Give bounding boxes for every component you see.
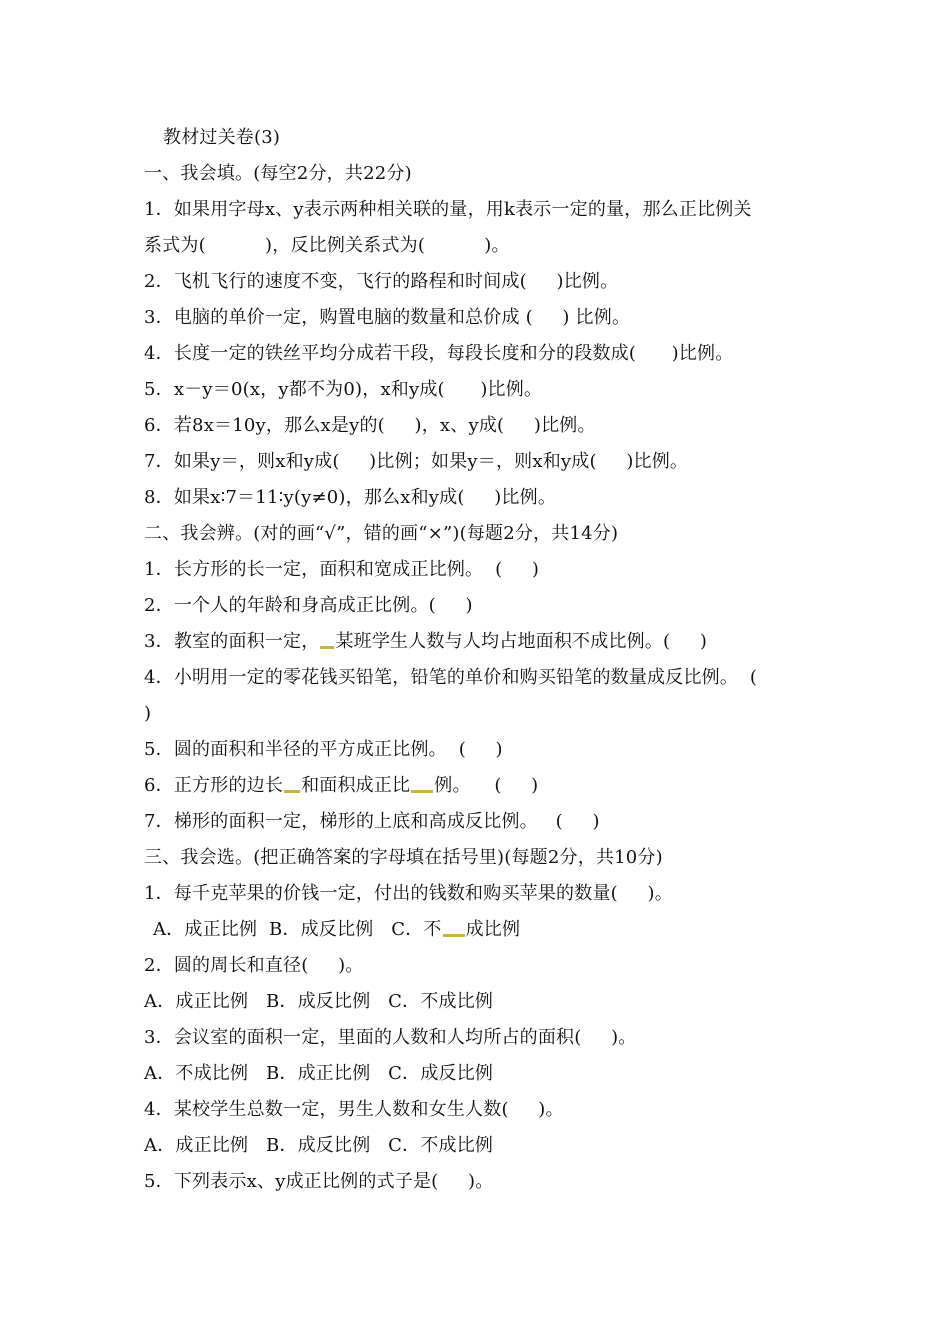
section1-question-3: 3．电脑的单价一定，购置电脑的数量和总价成 ( ) 比例。 bbox=[144, 307, 631, 328]
section3-question-1-options-pre: A．成正比例 B．成反比例 C．不 bbox=[153, 919, 442, 940]
section1-question-2: 2．飞机飞行的速度不变，飞行的路程和时间成( )比例。 bbox=[144, 271, 619, 292]
section3-question-2-options: A．成正比例 B．成反比例 C．不成比例 bbox=[144, 991, 494, 1012]
section3-question-2: 2．圆的周长和直径( )。 bbox=[144, 955, 364, 976]
section1-question-1a: 1．如果用字母x、y表示两种相关联的量，用k表示一定的量，那么正比例关 bbox=[144, 199, 752, 220]
section1-question-5: 5．x－y＝0(x，y都不为0)，x和y成( )比例。 bbox=[144, 379, 543, 400]
section3-question-5: 5．下列表示x、y成正比例的式子是( )。 bbox=[144, 1171, 494, 1192]
section3-question-1: 1．每千克苹果的价钱一定，付出的钱数和购买苹果的数量( )。 bbox=[144, 883, 673, 904]
section2-question-2: 2．一个人的年龄和身高成正比例。( ) bbox=[144, 595, 473, 616]
section2-question-3-pre: 3．教室的面积一定， bbox=[144, 631, 320, 652]
section2-question-1: 1．长方形的长一定，面积和宽成正比例。 ( ) bbox=[144, 559, 540, 580]
section1-question-4: 4．长度一定的铁丝平均分成若干段，每段长度和分的段数成( )比例。 bbox=[144, 343, 734, 364]
section2-question-6-part-c: 例。 ( ) bbox=[434, 775, 539, 796]
section2-heading: 二、我会辨。(对的画“√”，错的画“×”)(每题2分，共14分) bbox=[144, 523, 619, 544]
section3-question-3: 3．会议室的面积一定，里面的人数和人均所占的面积( )。 bbox=[144, 1027, 637, 1048]
section2-question-6-part-b: 和面积成正比 bbox=[301, 775, 411, 796]
page-title: 教材过关卷(3) bbox=[163, 127, 281, 148]
highlight-mark bbox=[284, 790, 300, 793]
section2-question-3 bbox=[144, 630, 707, 654]
section1-question-1b: 系式为( )，反比例关系式为( )。 bbox=[144, 235, 510, 256]
section3-question-4: 4．某校学生总数一定，男生人数和女生人数( )。 bbox=[144, 1099, 564, 1120]
section3-question-1-options bbox=[153, 918, 520, 942]
section2-question-6-part-a: 6．正方形的边长 bbox=[144, 775, 284, 796]
section3-heading: 三、我会选。(把正确答案的字母填在括号里)(每题2分，共10分) bbox=[144, 847, 663, 868]
section2-question-3-post: 某班学生人数与人均占地面积不成比例。( ) bbox=[335, 631, 708, 652]
section2-question-5: 5．圆的面积和半径的平方成正比例。 ( ) bbox=[144, 739, 503, 760]
section1-question-8: 8．如果x∶7＝11∶y(y≠0)，那么x和y成( )比例。 bbox=[144, 487, 557, 508]
section2-question-4b: ) bbox=[144, 703, 152, 724]
highlight-mark bbox=[411, 790, 433, 793]
highlight-mark bbox=[320, 646, 334, 649]
section2-question-7: 7．梯形的面积一定，梯形的上底和高成反比例。 ( ) bbox=[144, 811, 600, 832]
section1-question-7: 7．如果y＝，则x和y成( )比例；如果y＝，则x和y成( )比例。 bbox=[144, 451, 689, 472]
section3-question-4-options: A．成正比例 B．成反比例 C．不成比例 bbox=[144, 1135, 494, 1156]
section3-question-1-options-post: 成比例 bbox=[465, 919, 521, 940]
highlight-mark bbox=[443, 934, 465, 937]
section2-question-4a: 4．小明用一定的零花钱买铅笔，铅笔的单价和购买铅笔的数量成反比例。 ( bbox=[144, 667, 758, 688]
section1-heading: 一、我会填。(每空2分，共22分) bbox=[144, 163, 412, 184]
section1-question-6: 6．若8x＝10y，那么x是y的( )，x、y成( )比例。 bbox=[144, 415, 596, 436]
section3-question-3-options: A．不成比例 B．成正比例 C．成反比例 bbox=[144, 1063, 494, 1084]
section2-question-6 bbox=[144, 774, 538, 798]
